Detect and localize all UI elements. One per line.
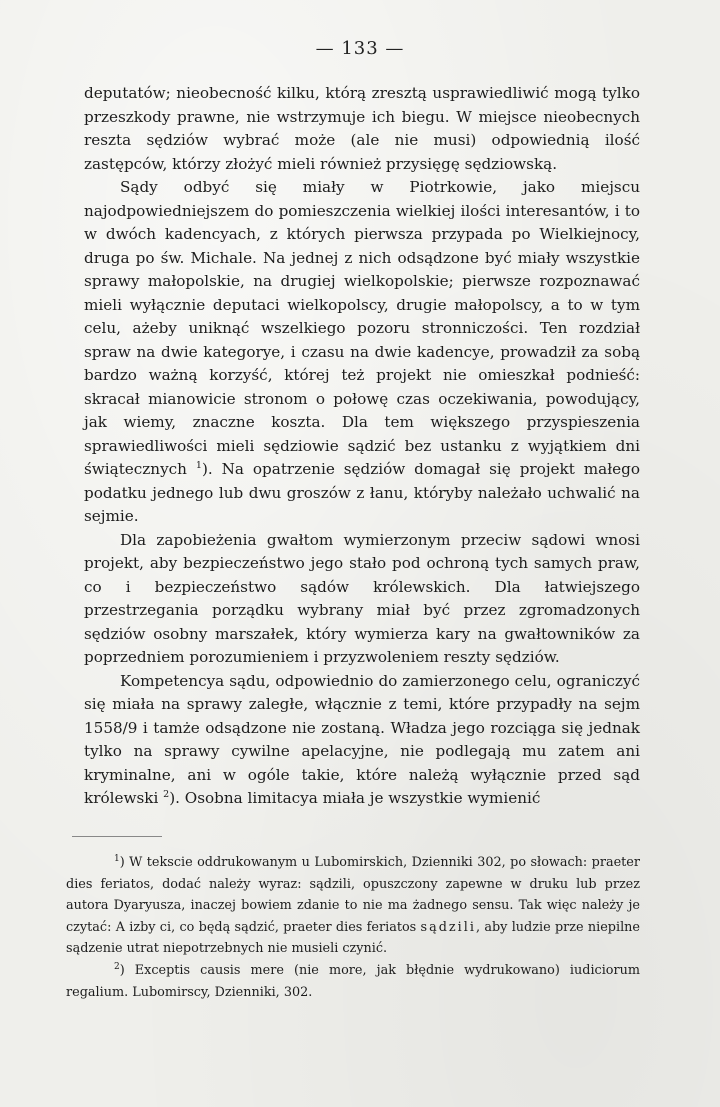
paragraph-4-text: Kompetencya sądu, odpowiednio do zamierzonego celu, ograniczyć się miała na sprawy zaległe, włącznie z temi, które przypadły na sejm 1558/9 i tamże odsądzone nie zostaną. Władza jego rozciąga się jednak tylko na sprawy cywilne apelacyjne, nie podlegają mu zatem ani kryminalne, ani w ogóle takie, które należą wyłącznie przed sąd królewski [84, 671, 640, 807]
footnote-divider [72, 836, 162, 837]
page-number: — 133 — [315, 38, 405, 59]
footnote-2-mark: 2 [114, 961, 120, 972]
footnotes [66, 852, 640, 1003]
footnote-1-text: ) W tekscie oddrukowanym u Lubomirskich, Dzienniki 302, po słowach: praeter dies feriatos, dodać należy wyraz: sądzili, opuszczony zapewne w druku lub przez autora Dyaryusza, inaczej bowiem zdanie to nie ma żadnego sensu. Tak więc należy je czytać: A izby ci, co będą sądzić, praeter dies feriatos [66, 855, 640, 935]
footnote-ref-2[interactable]: 2 [163, 789, 170, 800]
paragraph-2 [84, 176, 640, 529]
footnote-1-text-cont: , aby ludzie prze niepilne sądzenie utrat niepotrzebnych nie musieli czynić. [66, 919, 640, 957]
main-text [84, 82, 640, 811]
footnote-1 [66, 852, 640, 960]
footnote-2-text: ) Exceptis causis mere (nie more, jak błędnie wydrukowano) iudiciorum regalium. Lubomirscy, Dzienniki, 302. [66, 962, 640, 1000]
paragraph-2-text-cont: ). Na opatrzenie sędziów domagał się projekt małego podatku jednego lub dwu groszów z łanu, któryby należało uchwalić na sejmie. [84, 460, 640, 525]
paragraph-4-text-cont: ). Osobna limitacya miała je wszystkie wymienić [169, 789, 541, 807]
paragraph-1-text: deputatów; nieobecność kilku, którą zresztą usprawiedliwić mogą tylko przeszkody prawne, nie wstrzymuje ich biegu. W miejsce nieobecnych reszta sędziów wybrać może (ale nie musi) odpowiednią ilość zastępców, którzy złożyć mieli również przysięgę sędziowską. [84, 84, 640, 173]
footnote-1-emphasis: sądzili [420, 919, 476, 935]
footnote-ref-1[interactable]: 1 [195, 460, 202, 471]
footnote-1-mark: 1 [114, 854, 120, 864]
paragraph-2-text: Sądy odbyć się miały w Piotrkowie, jako miejscu najodpowiedniejszem do pomieszczenia wielkiej ilości interesantów, i to w dwóch kadencyach, z których pierwsza przypada po Wielkiejnocy, druga po św. Michale. Na jednej z nich odsądzone być miały wszystkie sprawy małopolskie, na drugiej wielkopolskie; pierwsze rozpoznawać mieli wyłącznie deputaci wielkopolscy, drugie małopolscy, a to w tym celu, ażeby uniknąć wszelkiego pozoru stronniczości. Ten rozdział spraw na dwie kategorye, i czasu na dwie kadencye, prowadził za sobą bardzo ważną korzyść, której też projekt nie omieszkał podnieść: skracał mianowicie stronom o połowę czas oczekiwania, powodujący, jak wiemy, znaczne koszta. Dla tem większego przyspieszenia sprawiedliwości mieli sędziowie sądzić bez ustanku z wyjątkiem dni świątecznych [84, 178, 640, 478]
paragraph-4 [84, 670, 640, 811]
paragraph-3 [84, 529, 640, 670]
paragraph-1 [84, 82, 640, 176]
paragraph-3-text: Dla zapobieżenia gwałtom wymierzonym przeciw sądowi wnosi projekt, aby bezpieczeństwo jego stało pod ochroną tych samych praw, co i bezpieczeństwo sądów królewskich. Dla łatwiejszego przestrzegania porządku wybrany miał być przez zgromadzonych sędziów osobny marszałek, który wymierza kary na gwałtowników za poprzedniem porozumieniem i przyzwoleniem reszty sędziów. [84, 530, 640, 666]
footnote-2 [66, 960, 640, 1003]
